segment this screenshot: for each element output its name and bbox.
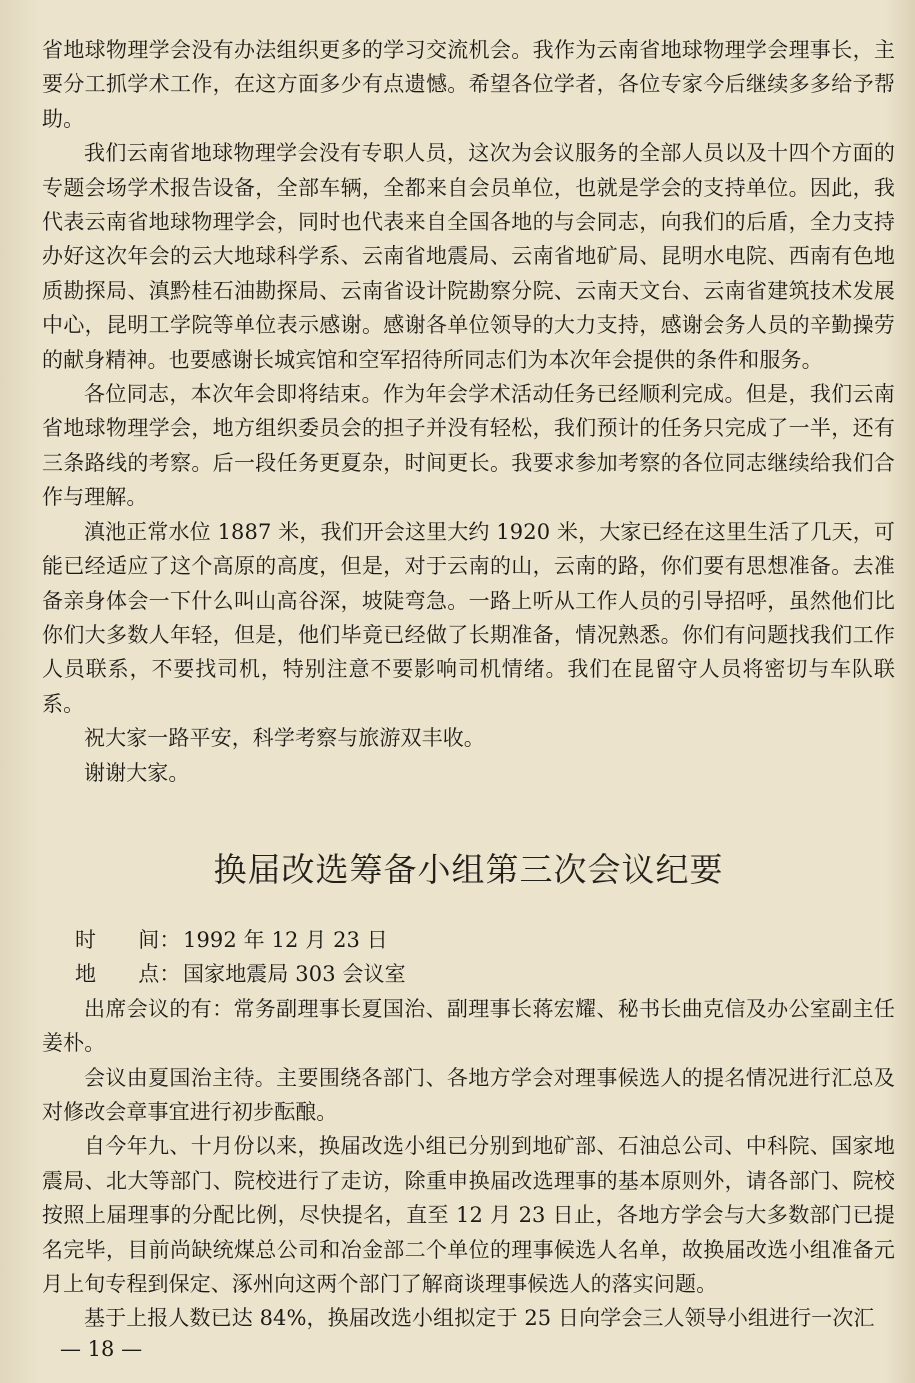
paragraph-continued: 省地球物理学会没有办法组织更多的学习交流机会。我作为云南省地球物理学会理事长，主要分工抓学术工作，在这方面多少有点遗憾。希望各位学者，各位专家今后继续多多给予帮助。 — [42, 38, 895, 131]
paragraph-closing: 各位同志，本次年会即将结束。作为年会学术活动任务已经顺利完成。但是，我们云南省地球物理学会，地方组织委员会的担子并没有轻松，我们预计的任务只完成了一半，还有三条路线的考察。后一段任务更夏杂，时间更长。我要求参加考察的各位同志继续给我们合作与理解。 — [42, 382, 895, 510]
paragraph-thanks: 我们云南省地球物理学会没有专职人员，这次为会议服务的全部人员以及十四个方面的专题会场学术报告设备，全部车辆，全都来自会员单位，也就是学会的支持单位。因此，我代表云南省地球物理学会，同时也代表来自全国各地的与会同志，向我们的后盾，全力支持办好这次年会的云大地球科学系、云南省地震局、云南省地矿局、昆明水电院、西南有色地质勘探局、滇黔桂石油勘探局、云南省设计院勘察分院、云南天文台、云南省建筑技术发展中心，昆明工学院等单位表示感谢。感谢各单位领导的大力支持，感谢会务人员的辛勤操劳的献身精神。也要感谢长城宾馆和空军招待所同志们为本次年会提供的条件和服务。 — [42, 141, 895, 372]
section-title: 换届改选筹备小组第三次会议纪要 — [213, 849, 724, 889]
meeting-place-row — [42, 957, 895, 991]
paragraph-thank-you: 谢谢大家。 — [84, 760, 190, 785]
paragraph-dianchi: 滇池正常水位 1887 米，我们开会这里大约 1920 米，大家已经在这里生活了几天，可能已经适应了这个高原的高度，但是，对于云南的山，云南的路，你们要有思想准备。去准备亲身体会一下什么叫山高谷深，坡陡弯急。一路上听从工作人员的引导招呼，虽然他们比你们大多数人年轻，但是，他们毕竟已经做了长期准备，情况熟悉。你们有问题找我们工作人员联系，不要找司机，特别注意不要影响司机情绪。我们在昆留守人员将密切与车队联系。 — [42, 519, 895, 716]
meeting-place-value: 国家地震局 303 会议室 — [183, 962, 406, 987]
paragraph-attendees: 出席会议的有：常务副理事长夏国治、副理事长蒋宏耀、秘书长曲克信及办公室副主任姜朴。 — [42, 996, 895, 1056]
paragraph-report: 基于上报人数已达 84%，换届改选小组拟定于 25 日向学会三人领导小组进行一次汇 — [84, 1306, 875, 1331]
meeting-time-row — [42, 923, 895, 957]
meeting-time-label: 时 间： — [75, 927, 181, 952]
paragraph-chair: 会议由夏国治主待。主要围绕各部门、各地方学会对理事候选人的提名情况进行汇总及对修改会章事宜进行初步酝酿。 — [42, 1065, 895, 1124]
page-number: — 18 — — [60, 1337, 143, 1361]
paragraph-wishes: 祝大家一路平安，科学考察与旅游双丰收。 — [84, 726, 485, 751]
paragraph-visits: 自今年九、十月份以来，换届改选小组已分别到地矿部、石油总公司、中科院、国家地震局、北大等部门、院校进行了走访，除重申换届改选理事的基本原则外，请各部门、院校按照上届理事的分配比例，尽快提名，直至 12 月 23 日止，各地方学会与大多数部门已提名完毕，目前尚缺统煤总公司和冶金部二个单位的理事候选人名单，故换届改选小组准备元月上旬专程到保定、涿州向这两个部门了解商谈理事候选人的落实问题。 — [42, 1134, 895, 1296]
meeting-time-value: 1992 年 12 月 23 日 — [183, 927, 388, 952]
document-body — [42, 33, 895, 1336]
meeting-place-label: 地 点： — [75, 962, 181, 987]
